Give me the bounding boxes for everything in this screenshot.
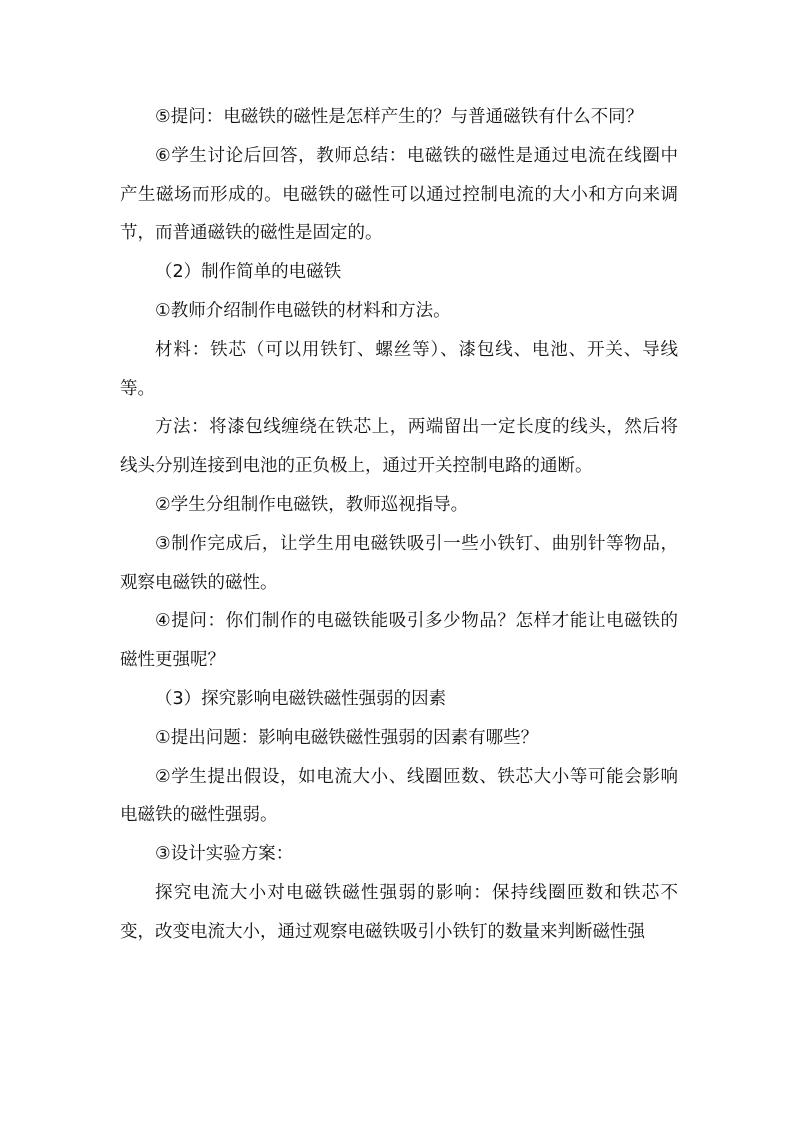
section-heading: （3）探究影响电磁铁磁性强弱的因素 xyxy=(155,688,447,709)
paragraph: ⑥学生讨论后回答，教师总结：电磁铁的磁性是通过电流在线圈中产生磁场而形成的。电磁铁的磁性可以通过控制电流的大小和方向来调节，而普通磁铁的磁性是固定的。 xyxy=(120,145,678,244)
paragraph: ③制作完成后，让学生用电磁铁吸引一些小铁钉、曲别针等物品，观察电磁铁的磁性。 xyxy=(120,533,678,593)
paragraph: ⑤提问：电磁铁的磁性是怎样产生的？与普通磁铁有什么不同？ xyxy=(155,107,644,127)
paragraph: 方法：将漆包线缠绕在铁芯上，两端留出一定长度的线头，然后将线头分别连接到电池的正负极上，通过开关控制电路的通断。 xyxy=(120,417,678,477)
section-heading: （2）制作简单的电磁铁 xyxy=(155,262,342,283)
paragraph: 探究电流大小对电磁铁磁性强弱的影响：保持线圈匝数和铁芯不变，改变电流大小，通过观察电磁铁吸引小铁钉的数量来判断磁性强 xyxy=(120,882,678,942)
paragraph: ②学生分组制作电磁铁，教师巡视指导。 xyxy=(155,494,469,515)
document-body xyxy=(120,98,678,952)
paragraph: ③设计实验方案： xyxy=(155,844,294,865)
paragraph: ②学生提出假设，如电流大小、线圈匝数、铁芯大小等可能会影响电磁铁的磁性强弱。 xyxy=(120,766,678,826)
paragraph: ①教师介绍制作电磁铁的材料和方法。 xyxy=(155,300,451,321)
paragraph: ④提问：你们制作的电磁铁能吸引多少物品？怎样才能让电磁铁的磁性更强呢？ xyxy=(120,611,678,671)
paragraph: 材料：铁芯（可以用铁钉、螺丝等）、漆包线、电池、开关、导线等。 xyxy=(120,339,678,399)
paragraph: ①提出问题：影响电磁铁磁性强弱的因素有哪些？ xyxy=(155,727,539,748)
